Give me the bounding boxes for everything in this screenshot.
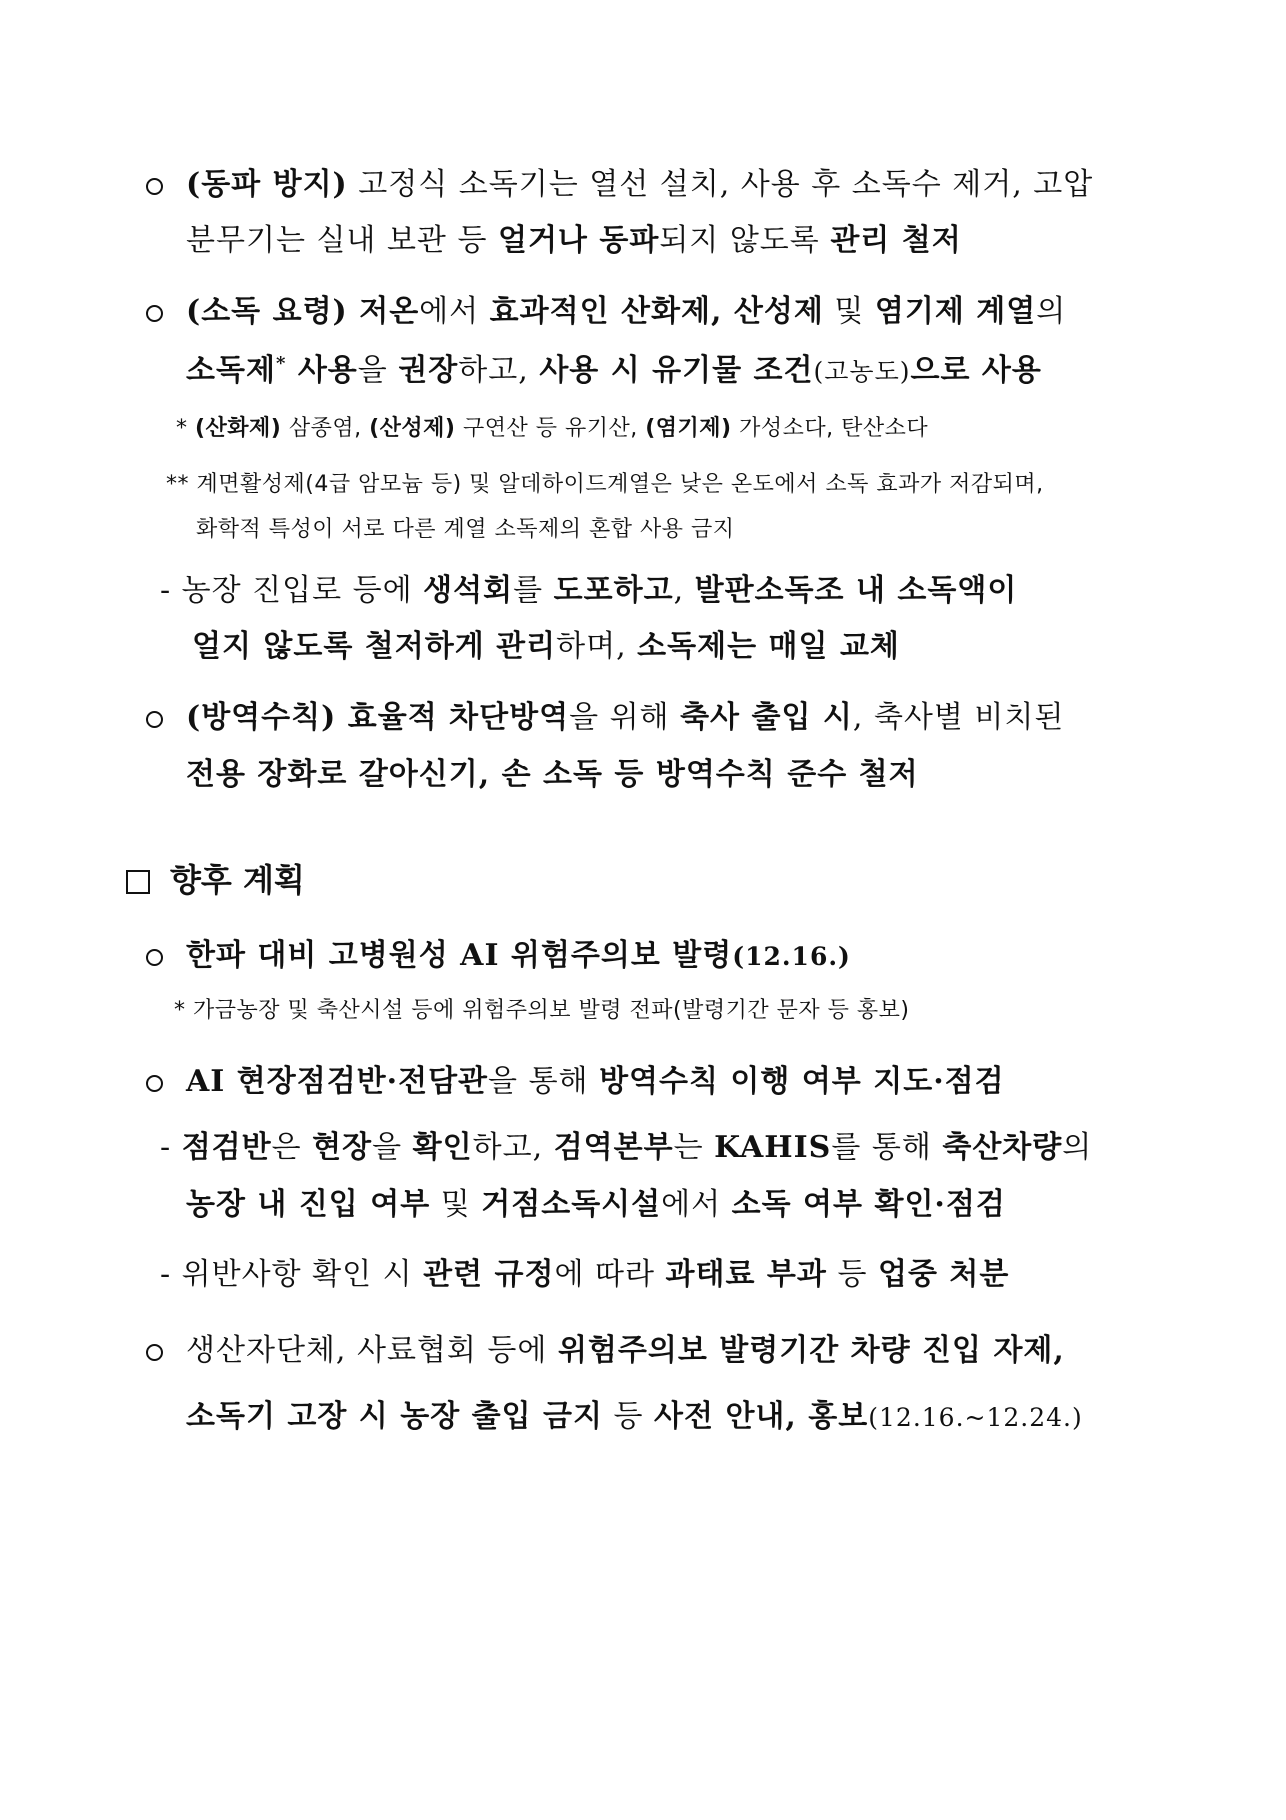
paragraph-inspection	[186, 1064, 1005, 1099]
text: 는	[673, 1130, 715, 1165]
text-bold: 으로 사용	[910, 353, 1042, 388]
paragraph-frost-prevention-line2	[186, 223, 962, 258]
text-bold: KAHIS	[714, 1130, 832, 1165]
circle-bullet-icon	[146, 949, 163, 966]
text: -	[160, 1130, 182, 1165]
text-bold: (산성제)	[369, 416, 456, 441]
text-bold: 권장	[398, 353, 459, 388]
text-bold: 검역본부	[553, 1130, 674, 1165]
text-bold: 소독제는 매일 교체	[637, 629, 900, 664]
footnote-disinfectant-examples	[176, 418, 928, 440]
footnote-alert-propagation: * 가금농장 및 축산시설 등에 위험주의보 발령 전파(발령기간 문자 등 홍보)	[174, 998, 910, 1023]
text: - 농장 진입로 등에	[160, 573, 424, 608]
text: 를	[513, 573, 554, 608]
text: 에서	[661, 1187, 732, 1222]
text: , 축사별 비치된	[852, 700, 1065, 735]
text: 및	[430, 1187, 482, 1222]
text: 의	[1062, 1130, 1093, 1165]
text: 가성소다, 탄산소다	[731, 416, 929, 441]
text-bold: 소독기 고장 시 농장 출입 금지	[186, 1399, 603, 1434]
text-bold: 위험주의보 발령기간 차량 진입 자제,	[557, 1333, 1065, 1368]
text-bold: 생석회	[423, 573, 514, 608]
text: 분무기는 실내 보관 등	[186, 223, 498, 258]
text-bold: 관련 규정	[423, 1257, 555, 1292]
circle-bullet-icon	[146, 711, 163, 728]
subitem-quicklime-line2	[192, 629, 900, 664]
text: - 위반사항 확인 시	[160, 1257, 424, 1292]
text-bold: AI 현장점검반·전담관	[186, 1064, 489, 1099]
paragraph-disinfection-line1	[186, 294, 1067, 329]
text-bold: 효과적인 산화제, 산성제	[489, 294, 824, 329]
text: 은	[271, 1130, 313, 1165]
circle-bullet-icon	[146, 1344, 163, 1361]
text-bold: 현장	[312, 1130, 373, 1165]
text-bold: 얼거나 동파	[497, 223, 660, 258]
text: 등	[826, 1257, 878, 1292]
text-bold: 방역수칙 이행 여부 지도·점검	[599, 1064, 1005, 1099]
text-bold: 염기제 계열	[874, 294, 1037, 329]
circle-bullet-icon	[146, 178, 163, 195]
text: 에 따라	[554, 1257, 666, 1292]
text: 생산자단체, 사료협회 등에	[186, 1333, 558, 1368]
text-small: (고농도)	[813, 357, 911, 386]
date-text: (12.16.)	[732, 942, 851, 971]
text-bold: 과태료 부과	[665, 1257, 827, 1292]
subitem-inspection-team-line2	[186, 1187, 1006, 1222]
text-bold: 관리 철저	[830, 223, 962, 258]
text: 을 위해	[569, 700, 681, 735]
text-bold: 도포하고	[553, 573, 674, 608]
text-bold: (염기제)	[645, 416, 732, 441]
text: 을	[357, 353, 399, 388]
footnote-surfactant-line2: 화학적 특성이 서로 다른 계열 소독제의 혼합 사용 금지	[196, 517, 735, 542]
subitem-quicklime-line1	[160, 573, 1018, 608]
text: 을 통해	[488, 1064, 600, 1099]
subitem-penalty	[160, 1257, 1010, 1292]
footnote-mark: *	[275, 353, 287, 374]
text-bold: 거점소독시설	[481, 1187, 662, 1222]
paragraph-biosecurity-line2: 전용 장화로 갈아신기, 손 소독 등 방역수칙 준수 철저	[186, 757, 919, 792]
text-bold: 농장 내 진입 여부	[186, 1187, 431, 1222]
text-bold: 한파 대비 고병원성 AI 위험주의보 발령	[186, 938, 733, 973]
text-bold: 효율적 차단방역	[336, 700, 570, 735]
circle-bullet-icon	[146, 305, 163, 322]
text-bold: 저온	[347, 294, 420, 329]
text: 하며,	[556, 629, 638, 664]
text: ,	[673, 573, 695, 608]
circle-bullet-icon	[146, 1075, 163, 1092]
text: 고정식 소독기는 열선 설치, 사용 후 소독수 제거, 고압	[347, 167, 1094, 202]
text: 및	[823, 294, 875, 329]
text: 에서	[419, 294, 490, 329]
footnote-surfactant-line1: ** 계면활성제(4급 암모늄 등) 및 알데하이드계열은 낮은 온도에서 소독 효과가 저감되며,	[166, 472, 1044, 497]
text: 를 통해	[831, 1130, 943, 1165]
text: 되지 않도록	[659, 223, 831, 258]
text-bold: 발판소독조 내 소독액이	[694, 573, 1018, 608]
text-bold: 소독 여부 확인·점검	[731, 1187, 1006, 1222]
text-bold: 축사 출입 시	[680, 700, 853, 735]
text: 을	[372, 1130, 413, 1165]
text: 등	[602, 1399, 655, 1434]
date-range-text: (12.16.~12.24.)	[868, 1403, 1083, 1432]
paragraph-frost-prevention-line1	[186, 167, 1094, 202]
paragraph-producer-notice-line2	[186, 1399, 1083, 1434]
paragraph-ai-alert	[186, 938, 851, 973]
text-bold: 축산차량	[942, 1130, 1063, 1165]
text-bold: 사용	[286, 353, 358, 388]
square-bullet-icon	[126, 870, 150, 894]
text-bold: 사전 안내, 홍보	[654, 1399, 869, 1434]
label-disinfection: (소독 요령)	[186, 294, 348, 329]
label-frost-prevention: (동파 방지)	[186, 167, 348, 202]
text: 하고,	[472, 1130, 554, 1165]
text: 삼종염,	[281, 416, 370, 441]
text-bold: 확인	[412, 1130, 473, 1165]
paragraph-biosecurity-line1	[186, 700, 1065, 735]
paragraph-producer-notice-line1	[186, 1333, 1065, 1368]
text: 의	[1036, 294, 1067, 329]
text: *	[176, 416, 195, 441]
text-bold: 소독제	[186, 353, 276, 388]
label-biosecurity: (방역수칙)	[186, 700, 337, 735]
subitem-inspection-team-line1	[160, 1130, 1093, 1165]
text-bold: 사용 시 유기물 조건	[539, 353, 814, 388]
section-heading-future-plans: 향후 계획	[170, 861, 305, 899]
text-bold: 얼지 않도록 철저하게 관리	[192, 629, 557, 664]
text-bold: (산화제)	[195, 416, 282, 441]
paragraph-disinfection-line2	[186, 355, 1042, 386]
text-bold: 점검반	[181, 1130, 272, 1165]
text-bold: 업중 처분	[877, 1257, 1010, 1292]
text: 구연산 등 유기산,	[455, 416, 646, 441]
text: 하고,	[458, 353, 540, 388]
